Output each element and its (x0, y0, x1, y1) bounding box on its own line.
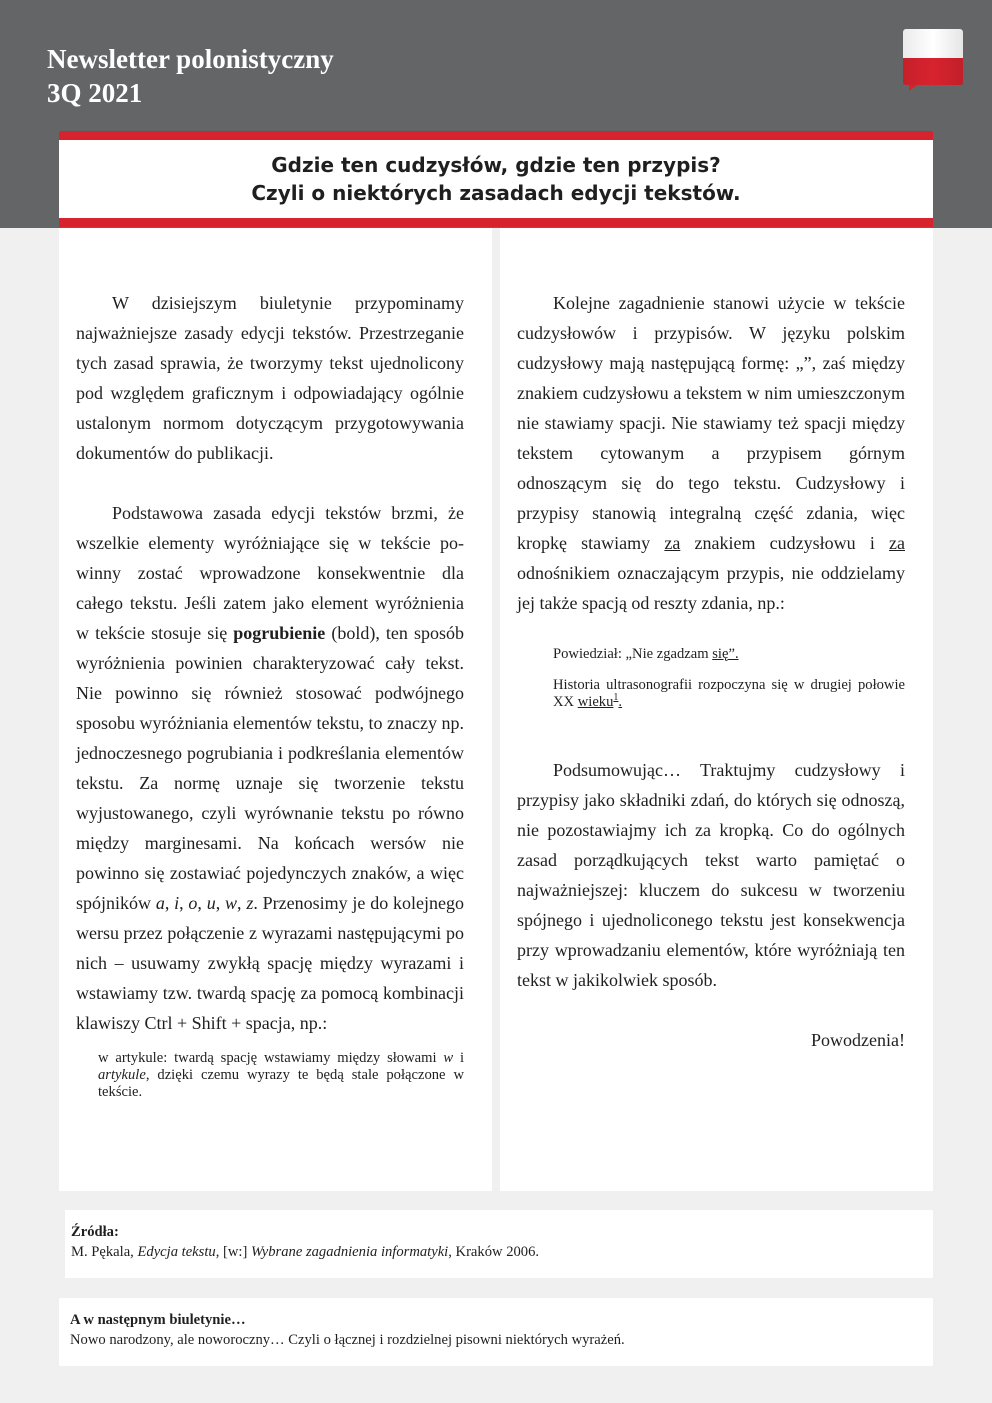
left-column (59, 228, 492, 1191)
right-paragraph-2: Podsumowując… Traktujmy cudzysłowy i przypisy jako składniki zdań, do których się odnoszą, nie pozostawiajmy ich za kropką. Co do ogólnych zasad porządkujących tekst warto pamiętać o najważniejszej: kluczem do sukcesu w tworzeniu spójnego i ujednoliconego tekstu jest konsekwencja przy wprowadzaniu elementów, które wyróżniają ten tekst w jakikolwiek sposób. (517, 760, 905, 990)
newsletter-title (47, 42, 334, 110)
left-paragraph-1: W dzisiejszym biuletynie przypominamy najważniejsze zasady edycji tekstów. Przestrzeganie tych zasad sprawia, że tworzymy tekst ujednolicony pod względem graficznym i odpowiadający ogólnie ustalonym normom dotyczącym przygotowywania dokumentów do publikacji. (76, 293, 464, 463)
sources-entry: M. Pękala, Edycja tekstu, [w:] Wybrane zagadnienia informatyki, Kraków 2006. (71, 1244, 540, 1260)
article-title-line1: Gdzie ten cudzysłów, gdzie ten przypis? (271, 153, 721, 177)
article-title-box (59, 131, 933, 227)
signoff: Powodzenia! (811, 1030, 905, 1050)
example-quote: Powiedział: „Nie zgadzam się”. (553, 646, 739, 662)
hard-space-example: w artykule: twardą spację wstawiamy między słowami w i artykule, dzięki czemu wyrazy te będą stale połączone w tekście. (98, 1050, 465, 1100)
quotation-examples (517, 646, 905, 711)
next-issue-label: A w następnym biuletynie… (70, 1312, 246, 1328)
newsletter-name: Newsletter polonistyczny (47, 44, 334, 74)
right-column (500, 228, 933, 1191)
bold-example: pogrubienie (233, 623, 326, 643)
example-footnote: Historia ultrasonografii rozpoczyna się w drugiej połowie XX wieku$^1$. (553, 677, 905, 710)
left-paragraph-2: Podstawowa zasada edycji tekstów brzmi, że wszelkie elementy wyróżniające się w tekście powinny zostać wprowadzone konsekwentnie dla całego tekstu. Jeśli zatem jako element wyróżnienia w tekście stosuje się pogrubienie (bold), ten sposób wyróżnienia powinien charakteryzować cały tekst. Nie powinno się również stosować podwójnego sposobu wyróżniania elementów tekstu, to znaczy np. jednoczesnego pogrubiania i podkreślania elementów tekstu. Za normę uznaje się tworzenie tekstu wyjustowanego, czyli wyrównanie tekstu po równo między marginesami. Na końcach wersów nie powinno się zostawiać pojedynczych znaków, a więc spójników a, i, o, u, w, z. Przenosimy je do kolejnego wersu przez połączenie z wyrazami następującymi po nich – usuwamy zwykłą spację między wyrazami i wstawiamy tzw. twardą spację za pomocą kombinacji klawiszy Ctrl + Shift + spacja, np.: (76, 503, 464, 1033)
poland-flag-icon (903, 29, 963, 91)
sources-box (65, 1210, 933, 1278)
next-issue-text: Nowo narodzony, ale noworoczny… Czyli o łącznej i rozdzielnej pisowni niektórych wyrażeń. (70, 1332, 625, 1348)
article-title-line2: Czyli o niektórych zasadach edycji tekstów. (251, 181, 741, 205)
sources-label: Źródła: (71, 1224, 119, 1240)
footnote-marker: 1 (613, 692, 619, 704)
newsletter-issue: 3Q 2021 (47, 78, 143, 108)
next-issue-box (59, 1298, 933, 1366)
right-paragraph-1: Kolejne zagadnienie stanowi użycie w tekście cudzysłowów i przypisów. W języku polskim cudzysłowy mają następującą formę: „”, zaś między znakiem cudzysłowu a tekstem w nim umieszczonym nie stawiamy spacji. Nie stawiamy też spacji między tekstem cytowanym a przypisem górnym odnoszącym się do tego tekstu. Cudzysłowy i przypisy stanowią integralną część zdania, więc kropkę stawiamy za znakiem cudzysłowu i za odnośnikiem oznaczającym przypis, nie oddzielamy jej także spacją od reszty zdania, np.: (517, 293, 905, 613)
article-title (251, 151, 740, 207)
